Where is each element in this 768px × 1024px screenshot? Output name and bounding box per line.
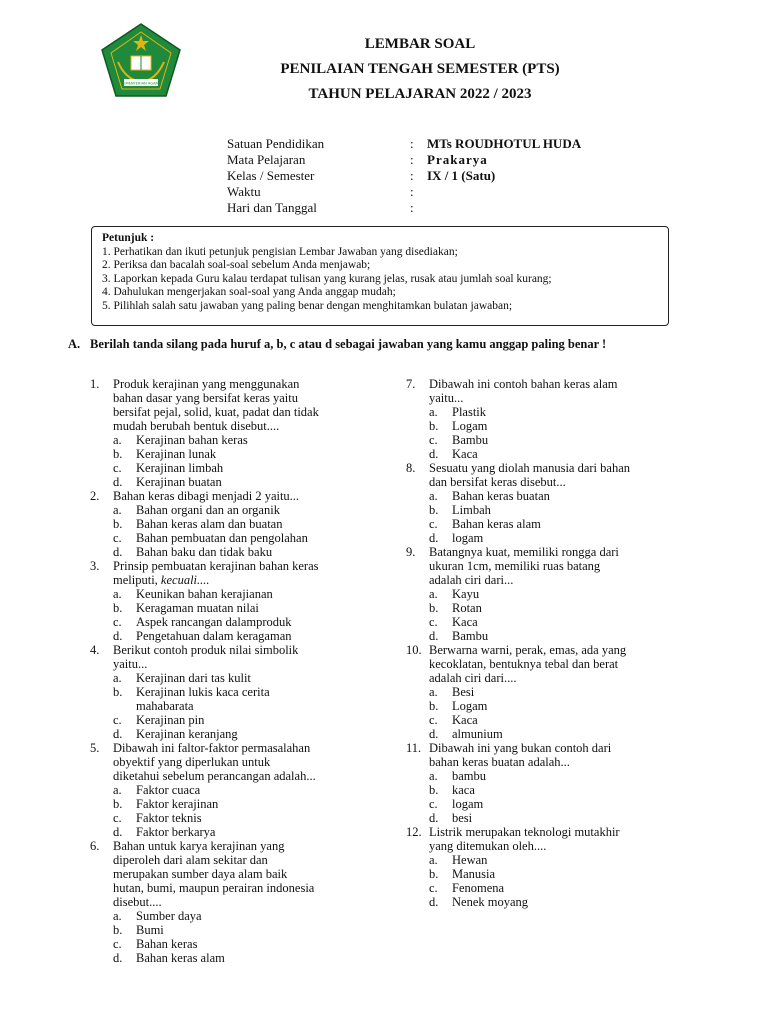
question (90, 489, 380, 503)
option-letter: d. (113, 475, 123, 489)
option-text (452, 419, 706, 433)
answer-option (429, 615, 706, 629)
option-letter: b. (113, 601, 123, 615)
question-text (113, 489, 380, 503)
option-letter: c. (113, 531, 122, 545)
answer-option (429, 867, 706, 881)
option-text (452, 783, 706, 797)
option-text (136, 587, 380, 601)
question-text (429, 825, 706, 853)
option-line: Kaca (452, 615, 478, 629)
option-letter: a. (429, 853, 438, 867)
question-text (429, 461, 706, 489)
option-letter: b. (113, 517, 123, 531)
option-letter: a. (113, 909, 122, 923)
option-line: Kaca (452, 447, 478, 461)
answer-option (429, 699, 706, 713)
option-letter: a. (429, 685, 438, 699)
question (406, 643, 706, 685)
option-line: Kerajinan limbah (136, 461, 224, 475)
option-line: mahabarata (136, 699, 194, 713)
answer-option (429, 797, 706, 811)
question-line: diperoleh dari alam sekitar dan (113, 853, 268, 867)
option-text (452, 727, 706, 741)
question-line: ukuran 1cm, memiliki ruas batang (429, 559, 601, 573)
answer-option (113, 461, 380, 475)
option-line: bambu (452, 769, 487, 783)
option-line: almunium (452, 727, 503, 741)
answer-option (113, 685, 380, 713)
option-text (452, 713, 706, 727)
option-line: Kerajinan buatan (136, 475, 222, 489)
option-text (452, 811, 706, 825)
option-text (136, 475, 380, 489)
option-line: Bahan keras (136, 937, 198, 951)
option-text (136, 503, 380, 517)
option-text (452, 895, 706, 909)
option-text (136, 951, 380, 965)
option-text (452, 587, 706, 601)
answer-option (113, 475, 380, 489)
option-letter: d. (113, 825, 123, 839)
answer-option (429, 629, 706, 643)
question-line: hutan, bumi, maupun perairan indonesia (113, 881, 315, 895)
question-line: bahan dasar yang bersifat keras yaitu (113, 391, 298, 405)
question-line: Prinsip pembuatan kerajinan bahan keras (113, 559, 319, 573)
question-text (113, 839, 380, 909)
option-letter: d. (113, 545, 123, 559)
answer-option (429, 853, 706, 867)
option-text (136, 783, 380, 797)
question-line: Berwarna warni, perak, emas, ada yang (429, 643, 627, 657)
option-line: Limbah (452, 503, 491, 517)
option-line: Pengetahuan dalam keragaman (136, 629, 292, 643)
answer-option (113, 433, 380, 447)
question-line (113, 573, 380, 587)
option-letter: b. (429, 867, 439, 881)
option-letter: c. (429, 797, 438, 811)
option-line: Bahan organi dan an organik (136, 503, 280, 517)
question-line: Dibawah ini contoh bahan keras alam (429, 377, 618, 391)
answer-option (429, 489, 706, 503)
option-text (452, 881, 706, 895)
question-number: 5. (90, 741, 100, 755)
answer-option (429, 685, 706, 699)
option-line: Kerajinan dari tas kulit (136, 671, 251, 685)
question-line: Listrik merupakan teknologi mutakhir (429, 825, 620, 839)
question (90, 559, 380, 587)
answer-option (429, 419, 706, 433)
option-line: Faktor berkarya (136, 825, 216, 839)
option-line: Logam (452, 699, 488, 713)
answer-option (113, 811, 380, 825)
option-line: Bahan keras alam dan buatan (136, 517, 283, 531)
option-letter: c. (113, 937, 122, 951)
question-line: disebut.... (113, 895, 162, 909)
question-line: bahan keras buatan adalah... (429, 755, 570, 769)
answer-option (113, 951, 380, 965)
answer-option (429, 503, 706, 517)
instruction-item: 3. Laporkan kepada Guru kalau terdapat tulisan yang kurang jelas, rusak atau jumlah soal kurang; (102, 272, 552, 285)
option-line: Bambu (452, 433, 489, 447)
question-number: 10. (406, 643, 422, 657)
question-line: yaitu... (113, 657, 148, 671)
option-text (452, 629, 706, 643)
answer-option (113, 671, 380, 685)
question-line: yaitu... (429, 391, 464, 405)
question (90, 643, 380, 671)
answer-option (429, 713, 706, 727)
instructions-box (91, 226, 669, 326)
option-letter: d. (113, 727, 123, 741)
answer-option (113, 531, 380, 545)
option-text (136, 601, 380, 615)
option-line: Rotan (452, 601, 482, 615)
option-letter: a. (429, 769, 438, 783)
option-text (136, 629, 380, 643)
kementerian-agama-logo (100, 22, 182, 98)
question-emphasis: kecuali.... (160, 573, 210, 587)
section-text: Berilah tanda silang pada huruf a, b, c atau d sebagai jawaban yang kamu anggap paling benar ! (90, 337, 607, 351)
question (406, 741, 706, 769)
answer-option (113, 447, 380, 461)
answer-option (429, 405, 706, 419)
answer-option (429, 881, 706, 895)
answer-option (429, 531, 706, 545)
question-line: Dibawah ini yang bukan contoh dari (429, 741, 612, 755)
question-line: kecoklatan, bentuknya tebal dan berat (429, 657, 619, 671)
option-letter: b. (113, 447, 123, 461)
option-text (452, 853, 706, 867)
question-line: Bahan untuk karya kerajinan yang (113, 839, 285, 853)
option-letter: c. (113, 811, 122, 825)
option-text (136, 909, 380, 923)
header-year: TAHUN PELAJARAN 2022 / 2023 (308, 86, 532, 102)
option-letter: d. (429, 531, 439, 545)
option-letter: b. (429, 601, 439, 615)
question (406, 825, 706, 853)
option-text (136, 433, 380, 447)
option-letter: b. (113, 923, 123, 937)
question-number: 8. (406, 461, 416, 475)
question-line: Produk kerajinan yang menggunakan (113, 377, 300, 391)
question-line: Bahan keras dibagi menjadi 2 yaitu... (113, 489, 300, 503)
option-text (452, 685, 706, 699)
option-text (452, 447, 706, 461)
question-number: 6. (90, 839, 100, 853)
question (406, 461, 706, 489)
questions-right-column (406, 377, 706, 909)
option-letter: d. (429, 447, 439, 461)
answer-option (113, 727, 380, 741)
answer-option (429, 433, 706, 447)
option-letter: a. (113, 503, 122, 517)
instruction-item: 2. Periksa dan bacalah soal-soal sebelum Anda menjawab; (102, 259, 371, 271)
option-text (136, 797, 380, 811)
option-line: Kaca (452, 713, 478, 727)
option-line: Kerajinan keranjang (136, 727, 238, 741)
option-text (136, 517, 380, 531)
question-line: bersifat pejal, solid, kuat, padat dan tidak (113, 405, 319, 419)
question-text (113, 377, 380, 433)
option-letter: c. (113, 713, 122, 727)
option-letter: a. (113, 433, 122, 447)
option-letter: b. (113, 797, 123, 811)
answer-option (113, 601, 380, 615)
option-text (136, 685, 380, 713)
option-line: Sumber daya (136, 909, 202, 923)
option-line: Keragaman muatan nilai (136, 601, 259, 615)
question (90, 377, 380, 433)
option-text (136, 923, 380, 937)
answer-option (113, 587, 380, 601)
question-text (429, 741, 706, 769)
option-line: Bahan keras alam (452, 517, 541, 531)
instruction-item: 1. Perhatikan dan ikuti petunjuk pengisian Lembar Jawaban yang disediakan; (102, 245, 458, 258)
option-letter: b. (429, 783, 439, 797)
question (406, 545, 706, 587)
option-letter: b. (429, 503, 439, 517)
option-line: logam (452, 531, 484, 545)
option-text (136, 727, 380, 741)
option-text (452, 405, 706, 419)
option-line: kaca (452, 783, 475, 797)
option-letter: c. (113, 615, 122, 629)
option-line: Nenek moyang (452, 895, 529, 909)
answer-option (113, 545, 380, 559)
option-line: Plastik (452, 405, 487, 419)
option-line: Logam (452, 419, 488, 433)
question (406, 377, 706, 405)
option-line: Bumi (136, 923, 164, 937)
option-text (452, 867, 706, 881)
question-number: 9. (406, 545, 416, 559)
option-text (452, 517, 706, 531)
option-line: Kerajinan pin (136, 713, 205, 727)
questions-left-column (90, 377, 380, 965)
section-letter: A. (68, 337, 81, 351)
option-letter: c. (113, 461, 122, 475)
option-line: besi (452, 811, 473, 825)
question-line: merupakan sumber daya alam baik (113, 867, 288, 881)
option-letter: a. (113, 671, 122, 685)
answer-option (429, 587, 706, 601)
option-letter: d. (113, 629, 123, 643)
option-line: logam (452, 797, 484, 811)
question-line-text: meliputi, (113, 573, 161, 587)
question-line: dan bersifat keras disebut... (429, 475, 566, 489)
option-letter: d. (113, 951, 123, 965)
option-text (136, 825, 380, 839)
question-number: 7. (406, 377, 416, 391)
option-text (452, 615, 706, 629)
option-text (452, 489, 706, 503)
answer-option (113, 713, 380, 727)
question-text (429, 545, 706, 587)
option-letter: a. (429, 587, 438, 601)
answer-option (113, 783, 380, 797)
answer-option (429, 769, 706, 783)
option-line: Bahan pembuatan dan pengolahan (136, 531, 308, 545)
header-subtitle: PENILAIAN TENGAH SEMESTER (PTS) (280, 61, 560, 77)
option-line: Faktor kerajinan (136, 797, 219, 811)
question-line: Berikut contoh produk nilai simbolik (113, 643, 299, 657)
answer-option (429, 727, 706, 741)
question-number: 11. (406, 741, 422, 755)
option-line: Bahan keras alam (136, 951, 225, 965)
answer-option (429, 895, 706, 909)
option-line: Faktor cuaca (136, 783, 201, 797)
option-letter: c. (429, 433, 438, 447)
option-text (136, 461, 380, 475)
option-line: Faktor teknis (136, 811, 202, 825)
option-text (136, 811, 380, 825)
option-text (136, 615, 380, 629)
svg-text:KEMENTERIAN AGAMA: KEMENTERIAN AGAMA (120, 81, 162, 86)
option-line: Bahan keras buatan (452, 489, 550, 503)
question-text (113, 559, 380, 587)
option-line: Kerajinan lukis kaca cerita (136, 685, 270, 699)
question-line: Batangnya kuat, memiliki rongga dari (429, 545, 619, 559)
option-letter: c. (429, 517, 438, 531)
answer-option (113, 909, 380, 923)
instruction-item: 4. Dahulukan mengerjakan soal-soal yang Anda anggap mudah; (102, 286, 396, 298)
option-line: Kerajinan lunak (136, 447, 217, 461)
instruction-item: 5. Pilihlah salah satu jawaban yang paling benar dengan menghitamkan bulatan jawaban; (102, 299, 513, 312)
option-text (452, 601, 706, 615)
option-letter: d. (429, 811, 439, 825)
answer-option (113, 825, 380, 839)
question-number: 2. (90, 489, 100, 503)
option-text (452, 531, 706, 545)
answer-option (113, 503, 380, 517)
question-line: yang ditemukan oleh.... (429, 839, 547, 853)
option-letter: a. (429, 405, 438, 419)
question-line: obyektif yang diperlukan untuk (113, 755, 271, 769)
option-line: Keunikan bahan kerajianan (136, 587, 273, 601)
option-line: Aspek rancangan dalamproduk (136, 615, 292, 629)
answer-option (113, 517, 380, 531)
option-text (136, 671, 380, 685)
option-line: Fenomena (452, 881, 505, 895)
question-number: 1. (90, 377, 100, 391)
question-line: adalah ciri dari.... (429, 671, 517, 685)
option-text (136, 545, 380, 559)
option-text (452, 699, 706, 713)
answer-option (429, 601, 706, 615)
answer-option (113, 923, 380, 937)
question-line: Dibawah ini faltor-faktor permasalahan (113, 741, 311, 755)
answer-option (113, 615, 380, 629)
option-text (452, 797, 706, 811)
option-line: Bahan baku dan tidak baku (136, 545, 273, 559)
question-line: Sesuatu yang diolah manusia dari bahan (429, 461, 630, 475)
option-letter: a. (113, 783, 122, 797)
option-letter: b. (113, 685, 123, 699)
option-letter: c. (429, 615, 438, 629)
option-letter: a. (113, 587, 122, 601)
question-number: 3. (90, 559, 100, 573)
answer-option (429, 517, 706, 531)
option-text (452, 433, 706, 447)
option-letter: d. (429, 727, 439, 741)
option-line: Manusia (452, 867, 496, 881)
instructions-title: Petunjuk : (102, 232, 155, 244)
answer-option (113, 937, 380, 951)
answer-option (429, 783, 706, 797)
question-line: diketahui sebelum perancangan adalah... (113, 769, 316, 783)
option-letter: d. (429, 629, 439, 643)
option-text (452, 769, 706, 783)
option-line: Hewan (452, 853, 488, 867)
option-line: Besi (452, 685, 475, 699)
question-text (429, 643, 706, 685)
option-line: Kayu (452, 587, 480, 601)
option-text (452, 503, 706, 517)
option-text (136, 937, 380, 951)
question-number: 12. (406, 825, 422, 839)
answer-option (429, 447, 706, 461)
question (90, 741, 380, 783)
option-line: Kerajinan bahan keras (136, 433, 248, 447)
question-number: 4. (90, 643, 100, 657)
header-title: LEMBAR SOAL (364, 36, 476, 52)
answer-option (113, 797, 380, 811)
option-text (136, 531, 380, 545)
question-line: mudah berubah bentuk disebut.... (113, 419, 280, 433)
option-letter: b. (429, 699, 439, 713)
option-letter: b. (429, 419, 439, 433)
section-heading (68, 337, 678, 352)
question (90, 839, 380, 909)
option-letter: d. (429, 895, 439, 909)
option-text (136, 447, 380, 461)
option-letter: a. (429, 489, 438, 503)
option-line: Bambu (452, 629, 489, 643)
question-text (113, 741, 380, 783)
question-text (429, 377, 706, 405)
answer-option (113, 629, 380, 643)
question-text (113, 643, 380, 671)
option-text (136, 713, 380, 727)
option-letter: c. (429, 713, 438, 727)
answer-option (429, 811, 706, 825)
question-line: adalah ciri dari... (429, 573, 514, 587)
option-letter: c. (429, 881, 438, 895)
